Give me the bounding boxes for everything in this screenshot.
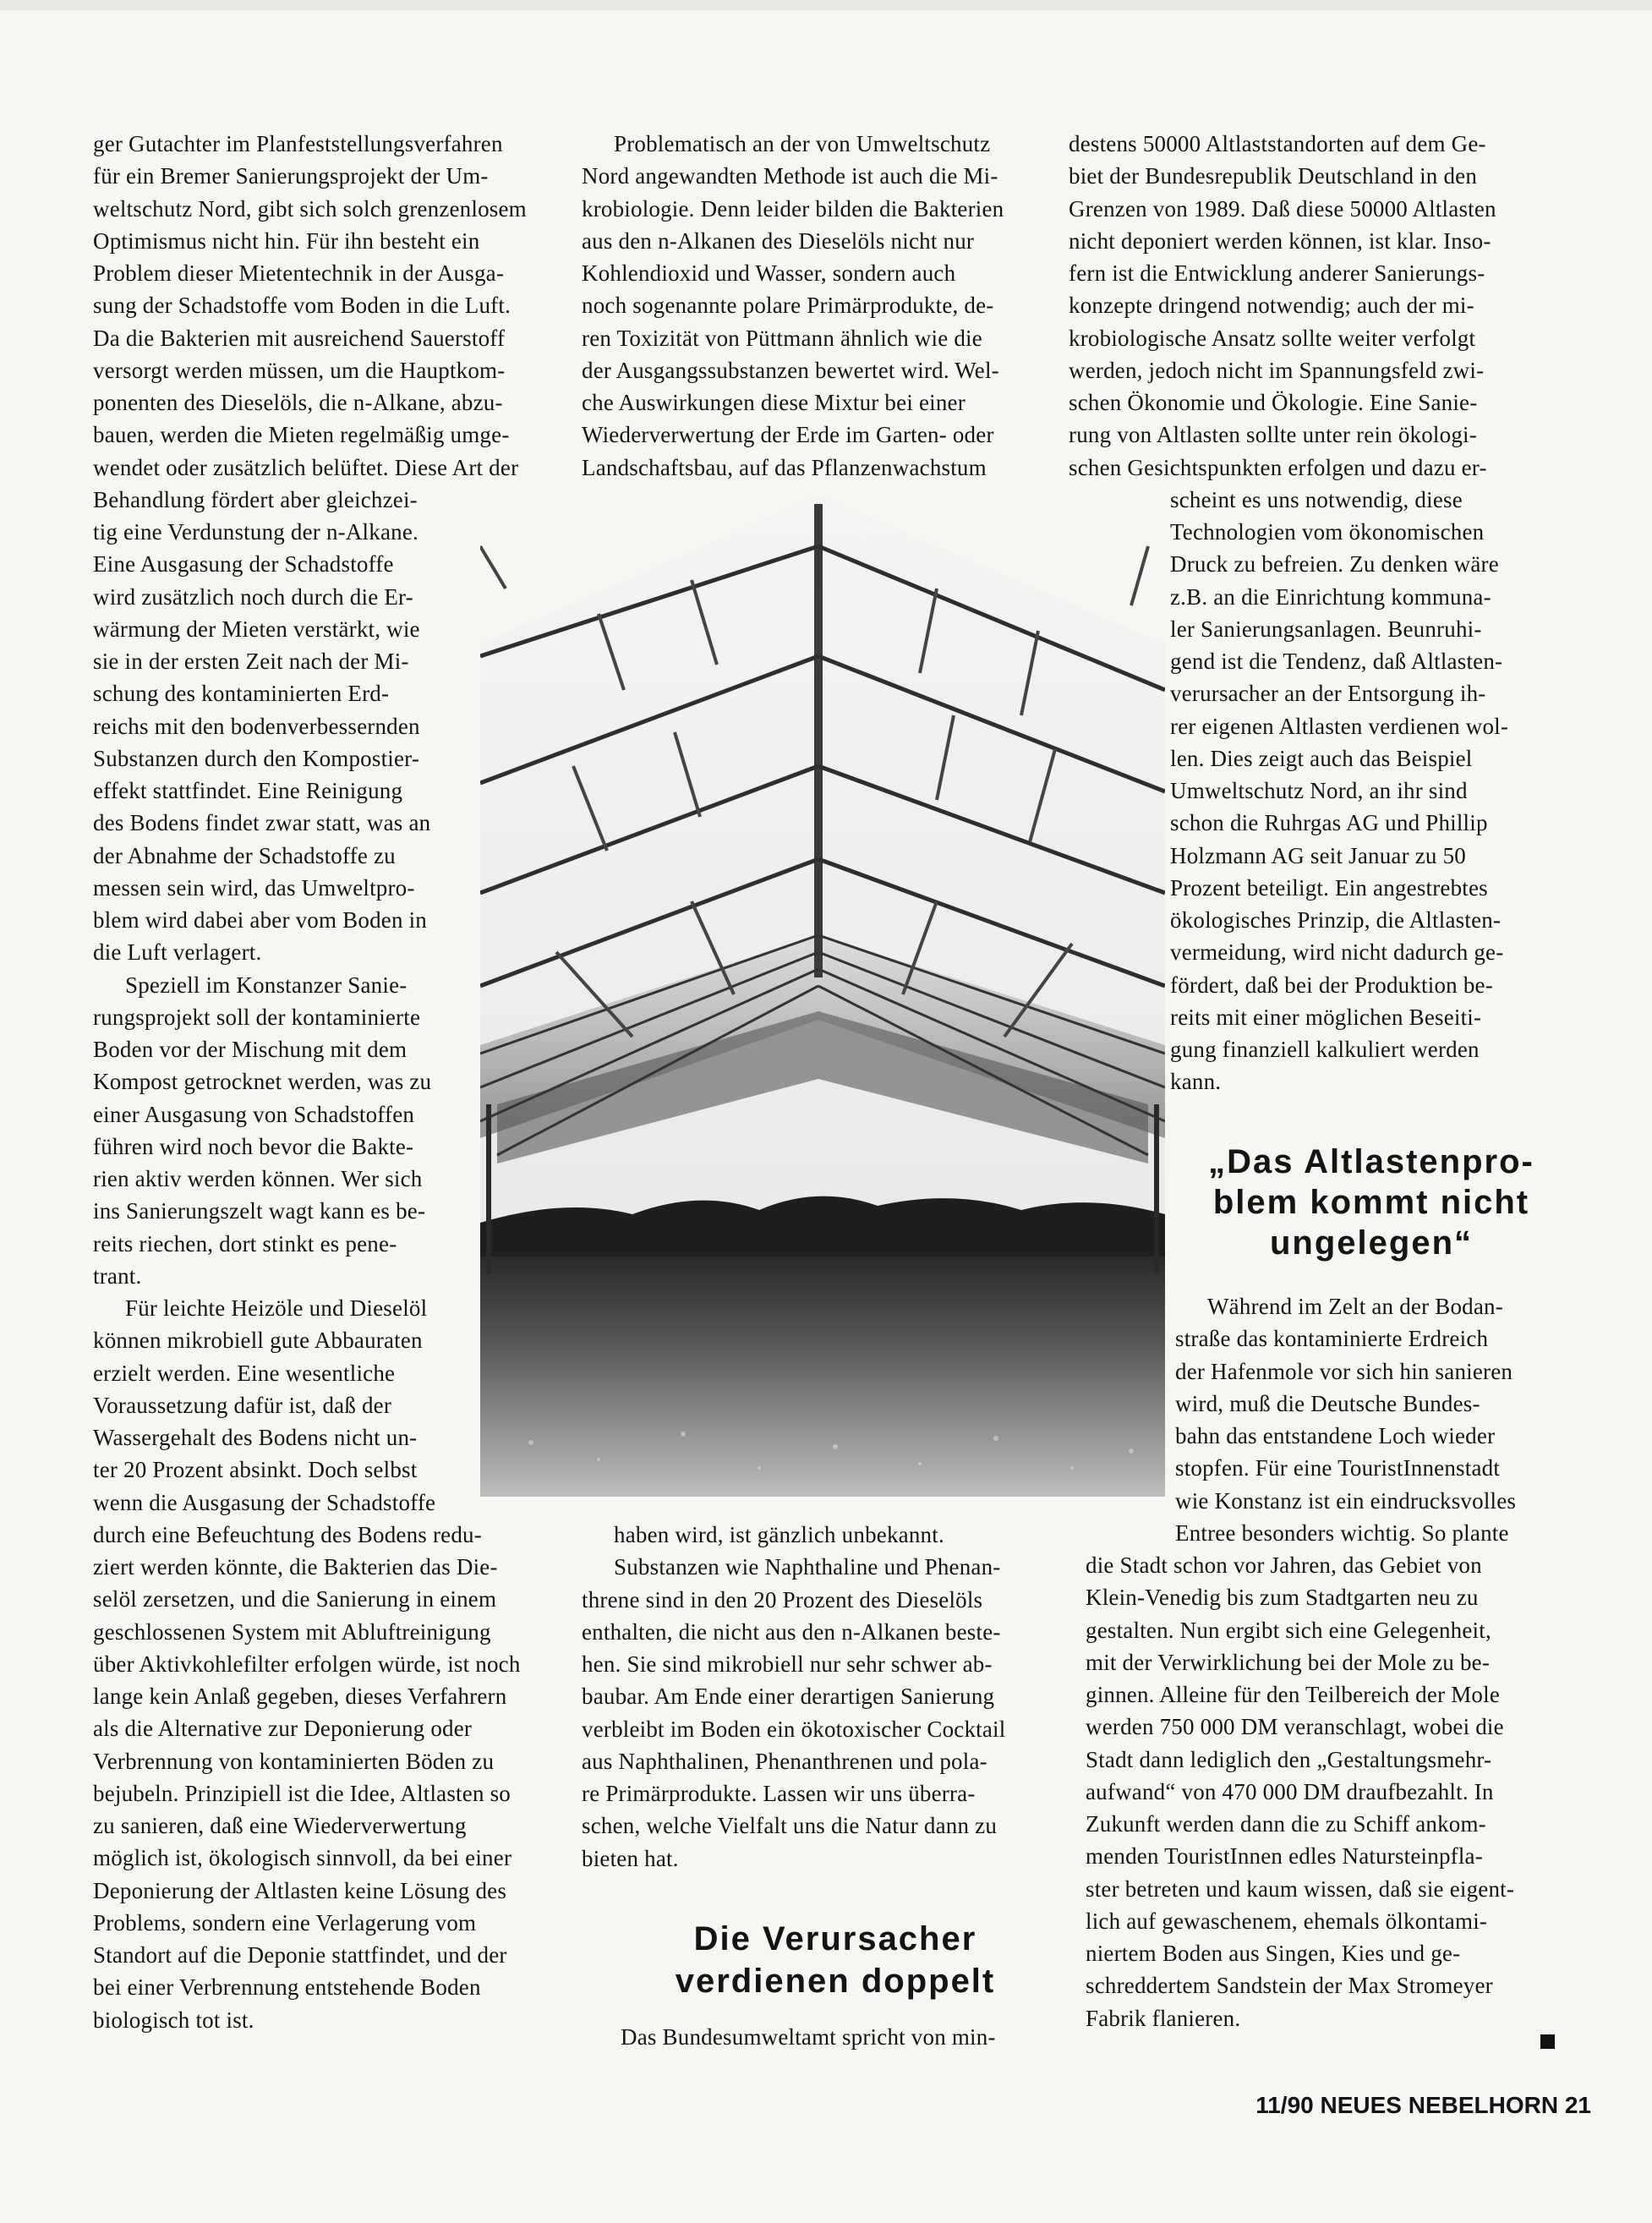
text-line: ginnen. Alleine für den Teilbereich der Mole bbox=[1086, 1682, 1501, 1707]
text-line: Landschaftsbau, auf das Pflanzenwachstum bbox=[582, 454, 987, 480]
text-line: verursacher an der Entsorgung ih- bbox=[1170, 681, 1486, 707]
text-line: Substanzen durch den Kompostier- bbox=[93, 745, 420, 771]
text-line: schon die Ruhrgas AG und Phillip bbox=[1170, 810, 1488, 836]
text-line: stopfen. Für eine TouristInnenstadt bbox=[1175, 1455, 1501, 1481]
text-line: reits mit einer möglichen Beseiti- bbox=[1170, 1004, 1482, 1030]
text-line: Während im Zelt an der Bodan- bbox=[1207, 1294, 1503, 1319]
text-line: Problems, sondern eine Verlagerung vom bbox=[93, 1909, 477, 1936]
text-line: z.B. an die Einrichtung kommuna- bbox=[1170, 583, 1491, 610]
text-line: Kohlendioxid und Wasser, sondern auch bbox=[582, 260, 956, 286]
text-line: Voraussetzung dafür ist, daß der bbox=[93, 1392, 392, 1418]
text-line: aus Naphthalinen, Phenanthrenen und pola- bbox=[582, 1748, 987, 1774]
heading-line: ungelegen“ bbox=[1269, 1224, 1474, 1262]
text-line: wenn die Ausgasung der Schadstoffe bbox=[93, 1489, 436, 1515]
text-line: sie in der ersten Zeit nach der Mi- bbox=[93, 649, 409, 674]
text-line: Nord angewandten Methode ist auch die Mi- bbox=[582, 163, 998, 189]
text-line: sung der Schadstoffe vom Boden in die Luft. bbox=[93, 293, 511, 319]
text-line: für ein Bremer Sanierungsprojekt der Um- bbox=[93, 163, 489, 189]
text-line: lich auf gewaschenem, ehemals ölkontami- bbox=[1086, 1908, 1488, 1934]
text-line: aus den n-Alkanen des Dieselöls nicht nur bbox=[582, 227, 975, 254]
text-line: Holzmann AG seit Januar zu 50 bbox=[1170, 842, 1466, 868]
text-line: baubar. Am Ende einer derartigen Sanierung bbox=[582, 1684, 995, 1710]
text-line: der Hafenmole vor sich hin sanieren bbox=[1175, 1358, 1513, 1384]
heading-line: verdienen doppelt bbox=[675, 1963, 996, 2000]
text-line: einer Ausgasung von Schadstoffen bbox=[93, 1101, 415, 1127]
text-line: als die Alternative zur Deponierung oder bbox=[93, 1716, 473, 1742]
text-line: Da die Bakterien mit ausreichend Sauerstoff bbox=[93, 325, 506, 351]
text-line: Verbrennung von kontaminierten Böden zu bbox=[93, 1748, 495, 1774]
text-line: Stadt dann lediglich den „Gestaltungsmehr- bbox=[1086, 1746, 1492, 1772]
text-line: messen sein wird, das Umweltpro- bbox=[93, 874, 415, 901]
text-line: niertem Boden aus Singen, Kies und ge- bbox=[1086, 1941, 1461, 1966]
text-line: der Ausgangssubstanzen bewertet wird. Wel- bbox=[582, 357, 999, 383]
text-line: konzepte dringend notwendig; auch der mi- bbox=[1069, 293, 1474, 319]
text-line: ren Toxizität von Püttmann ähnlich wie die bbox=[582, 325, 982, 351]
text-line: ter 20 Prozent absinkt. Doch selbst bbox=[93, 1457, 418, 1483]
text-line: Kompost getrocknet werden, was zu bbox=[93, 1069, 432, 1095]
text-line: rer eigenen Altlasten verdienen wol- bbox=[1170, 713, 1509, 739]
heading-line: „Das Altlastenpro- bbox=[1208, 1143, 1534, 1180]
text-line: Technologien vom ökonomischen bbox=[1170, 519, 1485, 545]
text-line: che Auswirkungen diese Mixtur bei einer bbox=[582, 390, 965, 415]
text-line: fördert, daß bei der Produktion be- bbox=[1170, 972, 1493, 998]
text-line: biet der Bundesrepublik Deutschland in den bbox=[1069, 163, 1478, 189]
heading-line: blem kommt nicht bbox=[1212, 1184, 1530, 1221]
text-line: Wiederverwertung der Erde im Garten- oder bbox=[582, 422, 994, 448]
text-line: reichs mit den bodenverbessernden bbox=[93, 713, 420, 739]
text-line: Fabrik flanieren. bbox=[1086, 2005, 1241, 2031]
text-line: des Bodens findet zwar statt, was an bbox=[93, 810, 431, 836]
text-line: noch sogenannte polare Primärprodukte, de- bbox=[582, 293, 994, 319]
heading-die-verursacher bbox=[582, 1918, 1089, 2002]
heading-line: Die Verursacher bbox=[693, 1920, 977, 1957]
text-line: Standort auf die Deponie stattfindet, und der bbox=[93, 1942, 507, 1968]
text-line: geschlossenen System mit Abluftreinigung bbox=[93, 1618, 491, 1645]
end-of-article-mark bbox=[1540, 2034, 1555, 2049]
page-footer: 11/90 NEUES NEBELHORN 21 bbox=[1255, 2092, 1591, 2118]
text-line: ster betreten und kaum wissen, daß sie eigent- bbox=[1086, 1875, 1515, 1902]
text-line: rungsprojekt soll der kontaminierte bbox=[93, 1004, 421, 1030]
text-line: nicht deponiert werden können, ist klar. Inso- bbox=[1069, 227, 1491, 254]
text-line: bejubeln. Prinzipiell ist die Idee, Altlasten so bbox=[93, 1780, 511, 1806]
text-line: können mikrobiell gute Abbauraten bbox=[93, 1328, 423, 1354]
text-line: lange kein Anlaß gegeben, dieses Verfahrern bbox=[93, 1684, 507, 1709]
text-line: trant. bbox=[93, 1262, 142, 1289]
text-line: biologisch tot ist. bbox=[93, 2007, 254, 2033]
text-line: Entree besonders wichtig. So plante bbox=[1175, 1519, 1509, 1546]
text-line: gend ist die Tendenz, daß Altlasten- bbox=[1170, 649, 1503, 674]
heading-altlastenproblem bbox=[1160, 1142, 1583, 1263]
text-line: schreddertem Sandstein der Max Stromeyer bbox=[1086, 1973, 1493, 1999]
text-line: schung des kontaminierten Erd- bbox=[93, 681, 390, 707]
text-line: die Luft verlagert. bbox=[93, 939, 262, 966]
text-line: zu sanieren, daß eine Wiederverwertung bbox=[93, 1813, 467, 1838]
text-line: len. Dies zeigt auch das Beispiel bbox=[1170, 745, 1473, 771]
text-line: ökologisches Prinzip, die Altlasten- bbox=[1170, 907, 1502, 933]
text-line: werden 750 000 DM veranschlagt, wobei die bbox=[1086, 1714, 1504, 1740]
text-line: tig eine Verdunstung der n-Alkane. bbox=[93, 519, 418, 545]
text-line: bahn das entstandene Loch wieder bbox=[1175, 1423, 1496, 1448]
text-line: wie Konstanz ist ein eindrucksvolles bbox=[1175, 1487, 1517, 1514]
text-line: blem wird dabei aber vom Boden in bbox=[93, 907, 428, 933]
text-line: straße das kontaminierte Erdreich bbox=[1175, 1326, 1489, 1352]
text-line: krobiologie. Denn leider bilden die Bakterien bbox=[582, 195, 1004, 222]
text-line: weltschutz Nord, gibt sich solch grenzenlosem bbox=[93, 195, 527, 222]
text-line: Zukunft werden dann die zu Schiff ankom- bbox=[1086, 1811, 1486, 1837]
text-line: rien aktiv werden können. Wer sich bbox=[93, 1166, 423, 1191]
text-line: rung von Altlasten sollte unter rein ökologi- bbox=[1069, 422, 1477, 448]
text-line: Grenzen von 1989. Daß diese 50000 Altlasten bbox=[1069, 195, 1496, 222]
text-line: der Abnahme der Schadstoffe zu bbox=[93, 842, 396, 868]
text-line: menden TouristInnen edles Natursteinpfla- bbox=[1086, 1843, 1483, 1870]
scan-edge bbox=[0, 0, 1652, 10]
tent-interior-photo bbox=[480, 496, 1165, 1497]
text-line: über Aktivkohlefilter erfolgen würde, ist noch bbox=[93, 1651, 521, 1677]
text-line: destens 50000 Altlaststandorten auf dem Ge- bbox=[1069, 131, 1486, 156]
text-line: fern ist die Entwicklung anderer Sanierungs- bbox=[1069, 260, 1485, 286]
text-line: versorgt werden müssen, um die Hauptkom- bbox=[93, 357, 506, 383]
text-line: hen. Sie sind mikrobiell nur sehr schwer ab- bbox=[582, 1651, 993, 1677]
text-line: ger Gutachter im Planfeststellungsverfahren bbox=[93, 131, 503, 156]
text-line: bei einer Verbrennung entstehende Boden bbox=[93, 1974, 481, 2001]
text-line: werden, jedoch nicht im Spannungsfeld zwi- bbox=[1069, 357, 1485, 383]
text-line: schen, welche Vielfalt uns die Natur dann zu bbox=[582, 1813, 998, 1839]
text-line: Behandlung fördert aber gleichzei- bbox=[93, 486, 418, 512]
text-line: verbleibt im Boden ein ökotoxischer Cocktail bbox=[582, 1716, 1006, 1742]
text-line: wärmung der Mieten verstärkt, wie bbox=[93, 616, 420, 642]
text-line: Boden vor der Mischung mit dem bbox=[93, 1037, 408, 1062]
text-line: wird, muß die Deutsche Bundes- bbox=[1175, 1390, 1480, 1416]
text-line: Wassergehalt des Bodens nicht un- bbox=[93, 1425, 418, 1450]
text-line: Substanzen wie Naphthaline und Phenan- bbox=[614, 1554, 1001, 1580]
text-line: effekt stattfindet. Eine Reinigung bbox=[93, 778, 403, 803]
text-line: Problematisch an der von Umweltschutz bbox=[614, 131, 991, 156]
text-line: ziert werden könnte, die Bakterien das Die- bbox=[93, 1554, 498, 1580]
text-line: bieten hat. bbox=[582, 1845, 679, 1871]
text-line: re Primärprodukte. Lassen wir uns überra- bbox=[582, 1781, 976, 1806]
text-line: möglich ist, ökologisch sinnvoll, da bei einer bbox=[93, 1845, 512, 1871]
text-line: krobiologische Ansatz sollte weiter verfolgt bbox=[1069, 325, 1476, 351]
text-line: ins Sanierungszelt wagt kann es be- bbox=[93, 1198, 426, 1224]
text-line: Druck zu befreien. Zu denken wäre bbox=[1170, 551, 1499, 578]
text-line: ler Sanierungsanlagen. Beunruhi- bbox=[1170, 616, 1482, 642]
text-line: ponenten des Dieselöls, die n-Alkane, abzu- bbox=[93, 390, 503, 415]
text-line: die Stadt schon vor Jahren, das Gebiet von bbox=[1086, 1552, 1482, 1578]
text-line: Speziell im Konstanzer Sanie- bbox=[125, 972, 408, 998]
text-line: gung finanziell kalkuliert werden bbox=[1170, 1037, 1480, 1062]
text-line: schen Ökonomie und Ökologie. Eine Sanie- bbox=[1069, 390, 1478, 415]
text-line: erzielt werden. Eine wesentliche bbox=[93, 1360, 396, 1386]
text-line: Problem dieser Mietentechnik in der Ausga- bbox=[93, 260, 505, 286]
text-line: Das Bundesumweltamt spricht von min- bbox=[621, 2024, 996, 2050]
text-line: Für leichte Heizöle und Dieselöl bbox=[125, 1295, 428, 1321]
text-line: wendet oder zusätzlich belüftet. Diese Art der bbox=[93, 454, 519, 480]
text-line: threne sind in den 20 Prozent des Dieselöls bbox=[582, 1586, 983, 1612]
text-line: reits riechen, dort stinkt es pene- bbox=[93, 1230, 397, 1257]
text-line: Deponierung der Altlasten keine Lösung des bbox=[93, 1877, 507, 1903]
text-line: enthalten, die nicht aus den n-Alkanen beste- bbox=[582, 1618, 1001, 1645]
text-line: führen wird noch bevor die Bakte- bbox=[93, 1133, 414, 1159]
text-line: bauen, werden die Mieten regelmäßig umge- bbox=[93, 422, 510, 448]
text-line: Umweltschutz Nord, an ihr sind bbox=[1170, 778, 1468, 803]
text-line: wird zusätzlich noch durch die Er- bbox=[93, 583, 413, 610]
text-line: Eine Ausgasung der Schadstoffe bbox=[93, 551, 394, 578]
text-line: Optimismus nicht hin. Für ihn besteht ein bbox=[93, 227, 480, 254]
text-line: Klein-Venedig bis zum Stadtgarten neu zu bbox=[1086, 1585, 1479, 1611]
text-line: haben wird, ist gänzlich unbekannt. bbox=[614, 1522, 944, 1547]
text-line: durch eine Befeuchtung des Bodens redu- bbox=[93, 1521, 482, 1547]
text-line: schen Gesichtspunkten erfolgen und dazu er- bbox=[1069, 454, 1487, 480]
text-line: aufwand“ von 470 000 DM draufbezahlt. In bbox=[1086, 1778, 1494, 1804]
text-line: scheint es uns notwendig, diese bbox=[1170, 486, 1463, 512]
text-line: kann. bbox=[1170, 1069, 1222, 1095]
text-line: mit der Verwirklichung bei der Mole zu be- bbox=[1086, 1649, 1491, 1675]
text-line: Prozent beteiligt. Ein angestrebtes bbox=[1170, 874, 1488, 901]
text-line: vermeidung, wird nicht dadurch ge- bbox=[1170, 939, 1504, 966]
text-line: gestalten. Nun ergibt sich eine Gelegenheit, bbox=[1086, 1617, 1491, 1643]
text-line: selöl zersetzen, und die Sanierung in einem bbox=[93, 1586, 497, 1612]
